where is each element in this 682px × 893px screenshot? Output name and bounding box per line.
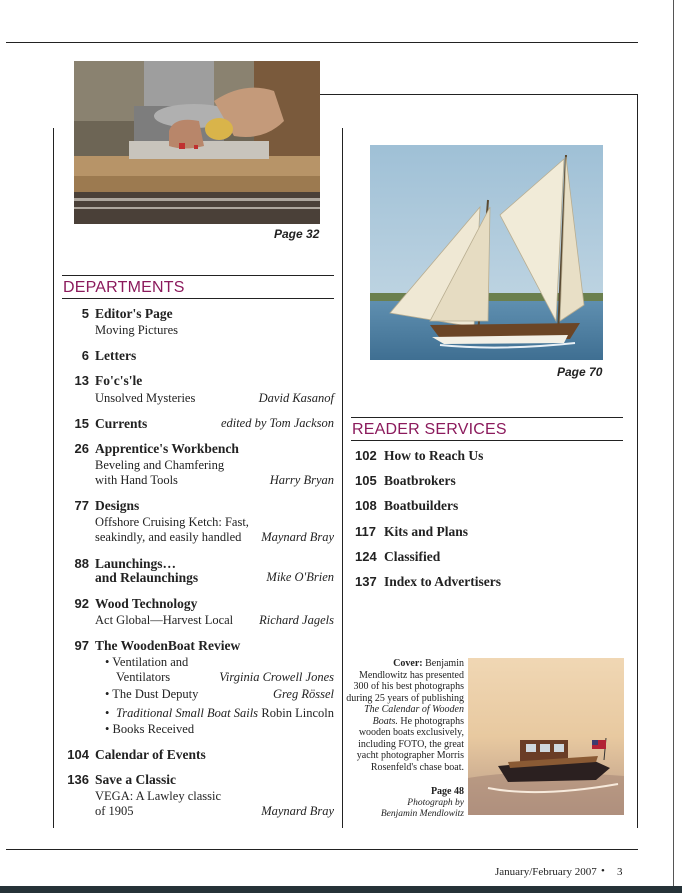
dept-title-launchings[interactable]: Launchings… xyxy=(95,556,177,571)
cover-credit-1: Photograph by xyxy=(407,798,464,808)
footer-bullet: • xyxy=(601,865,605,877)
review-author: Robin Lincoln xyxy=(261,706,334,720)
sail-photo-caption: Page 70 xyxy=(557,365,603,379)
dept-sub: Beveling and Chamfering xyxy=(95,458,225,472)
rs-title-kits-and-plans[interactable]: Kits and Plans xyxy=(384,524,469,539)
rs-num: 137 xyxy=(355,574,377,589)
footer-issue: January/February 2007 xyxy=(495,866,597,878)
cover-description xyxy=(345,658,464,773)
rs-num: 117 xyxy=(355,524,376,539)
dept-sub: Offshore Cruising Ketch: Fast, xyxy=(95,515,249,529)
reader-services-rule-bottom xyxy=(351,440,623,441)
dept-num: 5 xyxy=(81,306,89,321)
departments-rule-bottom xyxy=(62,298,334,299)
bottom-rule xyxy=(6,849,638,850)
sailboat-photo xyxy=(370,145,603,360)
dept-author: David Kasanof xyxy=(258,391,334,405)
dept-title-apprentices-workbench[interactable]: Apprentice's Workbench xyxy=(95,441,239,456)
cover-page-ref: Page 48 xyxy=(430,786,464,797)
footer-page-number: 3 xyxy=(617,866,623,878)
dept-title-letters[interactable]: Letters xyxy=(95,348,137,363)
column-rule-middle xyxy=(342,128,343,828)
cover-photo xyxy=(468,658,624,815)
top-rule xyxy=(6,42,638,43)
rs-title-how-to-reach-us[interactable]: How to Reach Us xyxy=(384,448,484,463)
rs-title-boatbuilders[interactable]: Boatbuilders xyxy=(384,498,459,513)
column-rule-right xyxy=(637,94,638,828)
dept-num: 26 xyxy=(74,441,89,456)
page-edge-bottom xyxy=(0,886,682,893)
top-photo-caption: Page 32 xyxy=(274,227,320,241)
reader-services-heading: READER SERVICES xyxy=(352,421,507,438)
rs-title-classified[interactable]: Classified xyxy=(384,549,441,564)
dept-title-relaunchings[interactable]: and Relaunchings xyxy=(95,570,199,585)
rs-num: 105 xyxy=(355,473,377,488)
dept-title-wood-technology[interactable]: Wood Technology xyxy=(95,596,198,611)
cover-book-title: The Calendar of Wooden Boats. xyxy=(364,704,464,727)
dept-num: 6 xyxy=(81,348,89,363)
cover-label: Cover: xyxy=(393,658,423,669)
rs-title-index-to-advertisers[interactable]: Index to Advertisers xyxy=(384,574,501,589)
dept-sub: VEGA: A Lawley classic xyxy=(95,789,222,803)
departments-rule-top xyxy=(62,275,334,276)
dept-author: Maynard Bray xyxy=(261,530,334,544)
dept-num: 92 xyxy=(74,596,89,611)
dept-sub: seakindly, and easily handled xyxy=(95,530,242,544)
dept-num: 15 xyxy=(74,416,89,431)
dept-sub: Moving Pictures xyxy=(95,323,178,337)
dept-num: 13 xyxy=(74,373,89,388)
top-rule-right xyxy=(320,94,638,95)
review-bullet-cont: Ventilators xyxy=(116,670,171,684)
dept-sub: Act Global—Harvest Local xyxy=(95,613,234,627)
rs-num: 108 xyxy=(355,498,377,513)
dept-num: 104 xyxy=(67,747,89,762)
dept-title-focsle[interactable]: Fo'c's'le xyxy=(95,373,143,388)
dept-title-editors-page[interactable]: Editor's Page xyxy=(95,306,173,321)
dept-title-designs[interactable]: Designs xyxy=(95,498,140,513)
dept-sub: Unsolved Mysteries xyxy=(95,391,196,405)
page-edge-right xyxy=(673,0,674,893)
dept-author: Maynard Bray xyxy=(261,804,334,818)
reader-services-rule-top xyxy=(351,417,623,418)
dept-num: 88 xyxy=(74,556,89,571)
router-photo xyxy=(74,61,320,224)
dept-title-woodenboat-review[interactable]: The WoodenBoat Review xyxy=(95,638,241,653)
dept-author: edited by Tom Jackson xyxy=(220,416,334,430)
dept-num: 97 xyxy=(74,638,89,653)
review-bullet: • Ventilation and xyxy=(105,655,189,669)
cover-credit-2: Benjamin Mendlowitz xyxy=(380,809,464,819)
dept-num: 77 xyxy=(74,498,89,513)
review-bullet-mark: • xyxy=(105,706,110,720)
review-bullet: • The Dust Deputy xyxy=(105,687,199,701)
dept-sub: with Hand Tools xyxy=(95,473,178,487)
review-bullet-italic: Traditional Small Boat Sails xyxy=(116,706,259,720)
rs-num: 102 xyxy=(355,448,377,463)
cover-text-2: He photographs wooden boats exclusively, including FOTO, the great yacht photographer Morris Rosenfeld's chase boat. xyxy=(356,715,464,773)
review-bullet: • Books Received xyxy=(105,722,195,736)
dept-sub: of 1905 xyxy=(95,804,134,818)
dept-author: Richard Jagels xyxy=(259,613,334,627)
dept-author: Harry Bryan xyxy=(269,473,334,487)
rs-num: 124 xyxy=(355,549,377,564)
dept-title-save-a-classic[interactable]: Save a Classic xyxy=(95,772,176,787)
dept-title-currents[interactable]: Currents xyxy=(95,416,148,431)
departments-heading: DEPARTMENTS xyxy=(63,279,185,296)
review-author: Virginia Crowell Jones xyxy=(219,670,334,684)
cover-text-1: Benjamin Mendlowitz has presented 300 of his best photographs during 25 years of publishing xyxy=(346,658,464,704)
dept-num: 136 xyxy=(67,772,89,787)
column-rule-left xyxy=(53,128,54,828)
review-author: Greg Rössel xyxy=(273,687,334,701)
dept-author: Mike O'Brien xyxy=(266,570,334,584)
rs-title-boatbrokers[interactable]: Boatbrokers xyxy=(384,473,456,488)
dept-title-calendar-of-events[interactable]: Calendar of Events xyxy=(95,747,206,762)
